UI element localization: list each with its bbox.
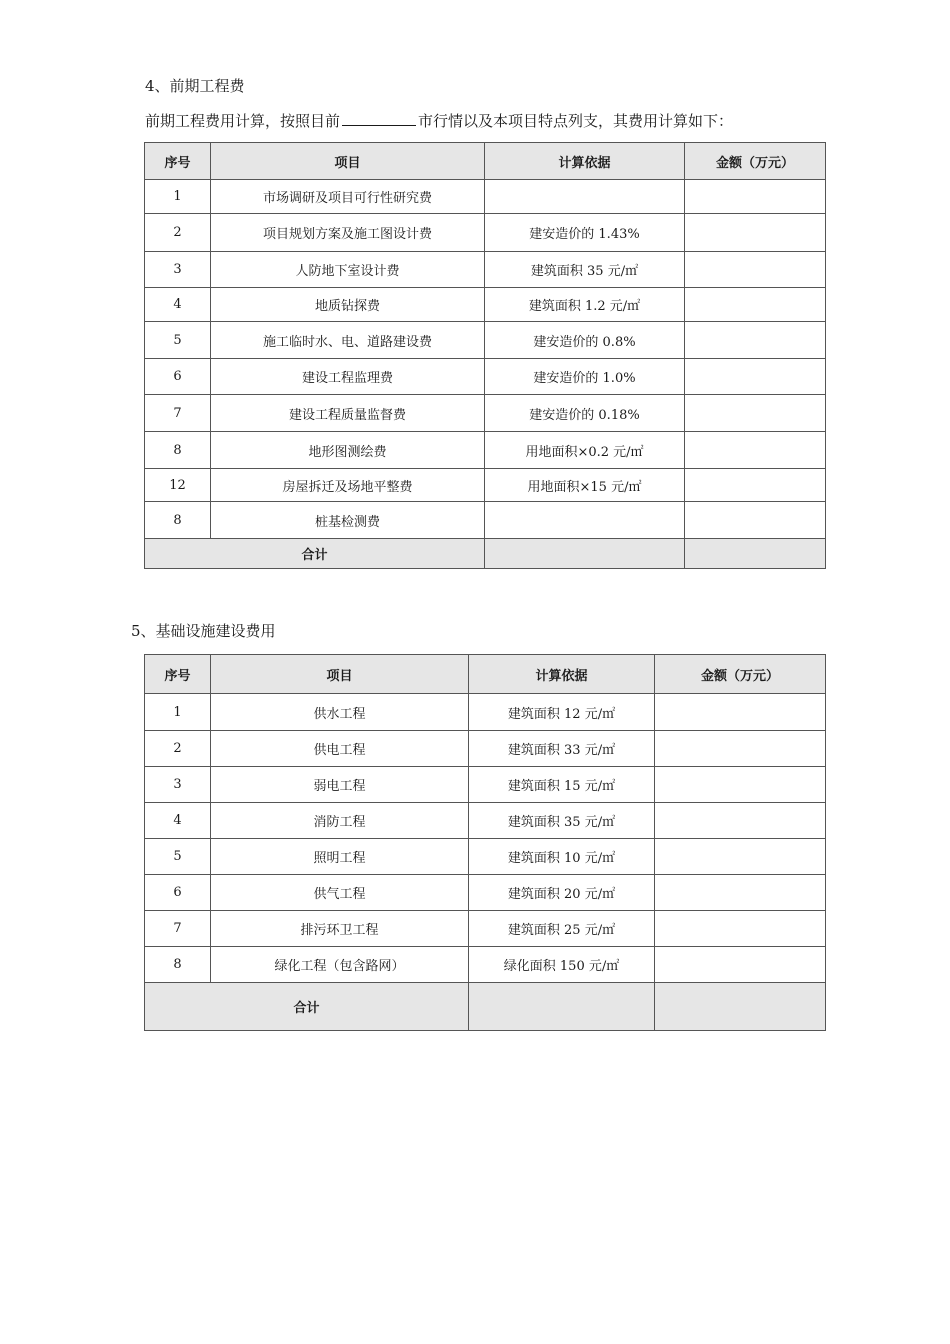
col-header-amount: 金额（万元） (655, 655, 826, 694)
cell-basis: 建筑面积 33 元/㎡ (469, 731, 655, 767)
cell-amount (655, 875, 826, 911)
cell-amount (685, 502, 826, 539)
total-label: 合计 (145, 539, 485, 569)
table-row (145, 322, 826, 359)
cell-no: 1 (145, 694, 211, 731)
cell-item: 供水工程 (211, 694, 469, 731)
cell-amount (685, 252, 826, 288)
early-engineering-fee-table (144, 142, 826, 569)
cell-no: 6 (145, 359, 211, 395)
cell-no: 4 (145, 288, 211, 322)
table-row (145, 502, 826, 539)
cell-item: 照明工程 (211, 839, 469, 875)
cell-basis: 建安造价的 1.0% (485, 359, 685, 395)
total-label: 合计 (145, 983, 469, 1031)
col-header-item: 项目 (211, 143, 485, 180)
cell-item: 供气工程 (211, 875, 469, 911)
cell-basis: 用地面积×0.2 元/㎡ (485, 432, 685, 469)
cell-item: 人防地下室设计费 (211, 252, 485, 288)
cell-amount (685, 322, 826, 359)
intro-text-after: 市行情以及本项目特点列支，其费用计算如下： (418, 112, 734, 130)
cell-amount (685, 395, 826, 432)
table-row (145, 767, 826, 803)
cell-no: 6 (145, 875, 211, 911)
cell-item: 弱电工程 (211, 767, 469, 803)
cell-item: 项目规划方案及施工图设计费 (211, 214, 485, 252)
cell-no: 7 (145, 395, 211, 432)
total-basis (469, 983, 655, 1031)
table-row (145, 803, 826, 839)
table-row (145, 432, 826, 469)
intro-text-before: 前期工程费用计算，按照目前 (145, 112, 341, 130)
table-row (145, 731, 826, 767)
cell-item: 建设工程监理费 (211, 359, 485, 395)
total-amount (655, 983, 826, 1031)
table-row (145, 180, 826, 214)
section-5-heading: 5、基础设施建设费用 (131, 622, 276, 640)
cell-basis: 建安造价的 0.18% (485, 395, 685, 432)
cell-basis: 建筑面积 25 元/㎡ (469, 911, 655, 947)
cell-amount (685, 432, 826, 469)
total-amount (685, 539, 826, 569)
cell-amount (655, 839, 826, 875)
cell-amount (655, 767, 826, 803)
table-row (145, 469, 826, 502)
cell-item: 建设工程质量监督费 (211, 395, 485, 432)
section-4-heading: 4、前期工程费 (145, 77, 245, 95)
cell-basis: 建筑面积 1.2 元/㎡ (485, 288, 685, 322)
table-row (145, 875, 826, 911)
cell-item: 市场调研及项目可行性研究费 (211, 180, 485, 214)
cell-no: 2 (145, 731, 211, 767)
cell-item: 地形图测绘费 (211, 432, 485, 469)
cell-amount (685, 469, 826, 502)
cell-no: 12 (145, 469, 211, 502)
section-4-intro (145, 111, 733, 131)
cell-basis: 建筑面积 35 元/㎡ (469, 803, 655, 839)
table-row (145, 252, 826, 288)
col-header-basis: 计算依据 (469, 655, 655, 694)
cell-no: 3 (145, 767, 211, 803)
cell-amount (685, 180, 826, 214)
cell-basis: 建安造价的 0.8% (485, 322, 685, 359)
col-header-no: 序号 (145, 143, 211, 180)
table-header-row (145, 143, 826, 180)
cell-item: 供电工程 (211, 731, 469, 767)
cell-no: 4 (145, 803, 211, 839)
table-body (145, 180, 826, 569)
cell-amount (655, 694, 826, 731)
cell-basis: 建筑面积 12 元/㎡ (469, 694, 655, 731)
col-header-item: 项目 (211, 655, 469, 694)
cell-item: 施工临时水、电、道路建设费 (211, 322, 485, 359)
table-row (145, 395, 826, 432)
cell-no: 8 (145, 502, 211, 539)
cell-no: 8 (145, 432, 211, 469)
table-row (145, 911, 826, 947)
cell-item: 排污环卫工程 (211, 911, 469, 947)
cell-amount (655, 731, 826, 767)
cell-basis (485, 180, 685, 214)
col-header-amount: 金额（万元） (685, 143, 826, 180)
cell-amount (655, 947, 826, 983)
cell-no: 5 (145, 839, 211, 875)
table-header-row (145, 655, 826, 694)
table-row (145, 214, 826, 252)
total-row (145, 983, 826, 1031)
cell-basis: 建安造价的 1.43% (485, 214, 685, 252)
cell-no: 3 (145, 252, 211, 288)
total-row (145, 539, 826, 569)
cell-basis: 绿化面积 150 元/㎡ (469, 947, 655, 983)
cell-amount (685, 288, 826, 322)
cell-amount (685, 359, 826, 395)
cell-amount (685, 214, 826, 252)
cell-no: 5 (145, 322, 211, 359)
cell-basis (485, 502, 685, 539)
table-row (145, 359, 826, 395)
table-row (145, 839, 826, 875)
table-row (145, 694, 826, 731)
cell-basis: 建筑面积 35 元/㎡ (485, 252, 685, 288)
cell-amount (655, 803, 826, 839)
col-header-no: 序号 (145, 655, 211, 694)
cell-no: 7 (145, 911, 211, 947)
col-header-basis: 计算依据 (485, 143, 685, 180)
table-row (145, 288, 826, 322)
cell-basis: 建筑面积 20 元/㎡ (469, 875, 655, 911)
cell-item: 绿化工程（包含路网） (211, 947, 469, 983)
cell-item: 地质钻探费 (211, 288, 485, 322)
cell-basis: 建筑面积 10 元/㎡ (469, 839, 655, 875)
infrastructure-fee-table (144, 654, 826, 1031)
cell-basis: 建筑面积 15 元/㎡ (469, 767, 655, 803)
cell-no: 8 (145, 947, 211, 983)
cell-no: 2 (145, 214, 211, 252)
table-row (145, 947, 826, 983)
cell-amount (655, 911, 826, 947)
cell-no: 1 (145, 180, 211, 214)
cell-item: 消防工程 (211, 803, 469, 839)
cell-basis: 用地面积×15 元/㎡ (485, 469, 685, 502)
fill-in-blank (342, 111, 416, 126)
table-body (145, 694, 826, 1031)
cell-item: 房屋拆迁及场地平整费 (211, 469, 485, 502)
total-basis (485, 539, 685, 569)
cell-item: 桩基检测费 (211, 502, 485, 539)
